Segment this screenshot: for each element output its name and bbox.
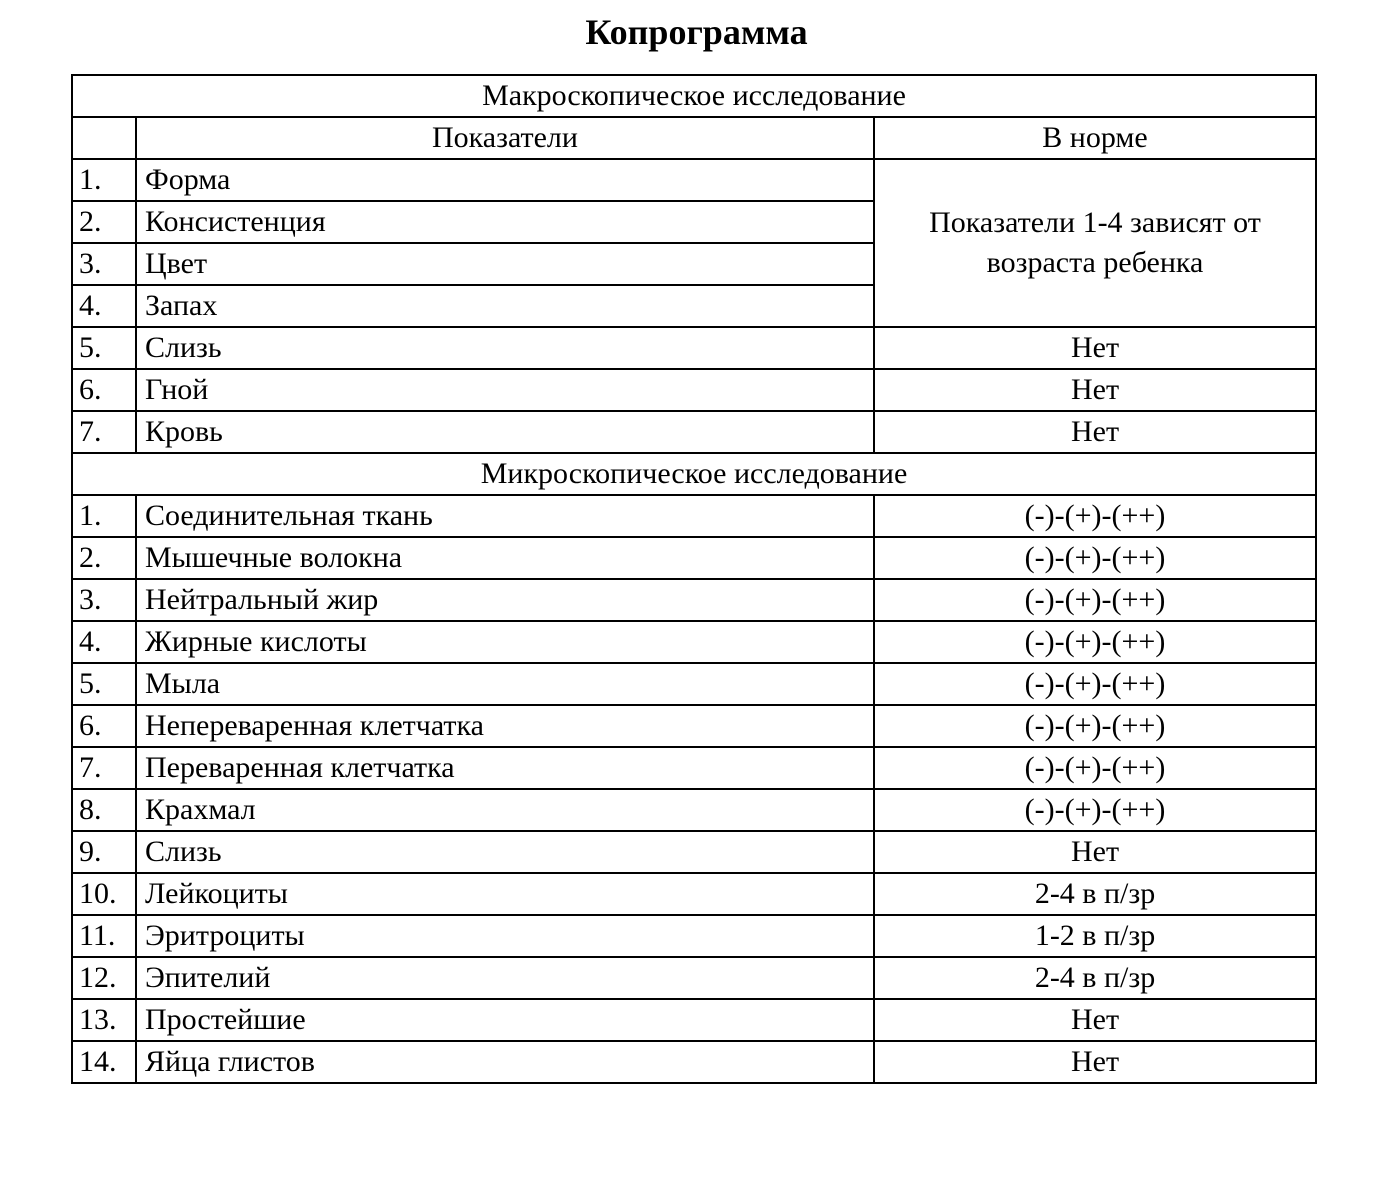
table-row	[72, 537, 1316, 579]
row-indicator: Цвет	[136, 243, 874, 285]
table-row	[72, 621, 1316, 663]
row-indicator: Эпителий	[136, 957, 874, 999]
table-row	[72, 495, 1316, 537]
row-number: 7.	[72, 411, 136, 453]
row-norm: (-)-(+)-(++)	[874, 747, 1316, 789]
table-row	[72, 663, 1316, 705]
row-number: 6.	[72, 705, 136, 747]
table-row	[72, 957, 1316, 999]
row-norm: Нет	[874, 831, 1316, 873]
header-norm: В норме	[874, 117, 1316, 159]
row-norm: Нет	[874, 411, 1316, 453]
table-row	[72, 747, 1316, 789]
row-indicator: Соединительная ткань	[136, 495, 874, 537]
row-number: 3.	[72, 579, 136, 621]
table-row	[72, 999, 1316, 1041]
table-row	[72, 705, 1316, 747]
row-indicator: Запах	[136, 285, 874, 327]
row-number: 6.	[72, 369, 136, 411]
row-indicator: Гной	[136, 369, 874, 411]
row-indicator: Яйца глистов	[136, 1041, 874, 1083]
row-number: 4.	[72, 621, 136, 663]
row-norm: (-)-(+)-(++)	[874, 495, 1316, 537]
merged-norm-line-1: Показатели 1-4 зависят от	[929, 206, 1261, 239]
row-number: 9.	[72, 831, 136, 873]
header-row	[72, 117, 1316, 159]
table-row	[72, 873, 1316, 915]
row-number: 5.	[72, 327, 136, 369]
micro-section-title: Микроскопическое исследование	[72, 453, 1316, 495]
row-indicator: Эритроциты	[136, 915, 874, 957]
row-norm: 2-4 в п/зр	[874, 957, 1316, 999]
document-title: Копрограмма	[585, 12, 808, 52]
row-number: 10.	[72, 873, 136, 915]
row-indicator: Лейкоциты	[136, 873, 874, 915]
row-number: 1.	[72, 495, 136, 537]
micro-section-row	[72, 453, 1316, 495]
header-num-cell	[72, 117, 136, 159]
row-number: 13.	[72, 999, 136, 1041]
row-norm: (-)-(+)-(++)	[874, 705, 1316, 747]
row-number: 14.	[72, 1041, 136, 1083]
table-row	[72, 579, 1316, 621]
row-number: 12.	[72, 957, 136, 999]
row-indicator: Нейтральный жир	[136, 579, 874, 621]
row-indicator: Непереваренная клетчатка	[136, 705, 874, 747]
row-norm: (-)-(+)-(++)	[874, 579, 1316, 621]
macro-section-title: Макроскопическое исследование	[72, 75, 1316, 117]
table-row	[72, 1041, 1316, 1083]
row-indicator: Простейшие	[136, 999, 874, 1041]
row-norm: Нет	[874, 327, 1316, 369]
row-number: 8.	[72, 789, 136, 831]
row-norm: (-)-(+)-(++)	[874, 537, 1316, 579]
row-norm: (-)-(+)-(++)	[874, 663, 1316, 705]
row-norm: 2-4 в п/зр	[874, 873, 1316, 915]
row-number: 3.	[72, 243, 136, 285]
row-norm: Нет	[874, 369, 1316, 411]
row-indicator: Жирные кислоты	[136, 621, 874, 663]
row-norm: (-)-(+)-(++)	[874, 789, 1316, 831]
table-row	[72, 915, 1316, 957]
row-number: 4.	[72, 285, 136, 327]
row-indicator: Форма	[136, 159, 874, 201]
row-norm: 1-2 в п/зр	[874, 915, 1316, 957]
macro-section-row	[72, 75, 1316, 117]
table-row	[72, 789, 1316, 831]
row-indicator: Слизь	[136, 327, 874, 369]
row-indicator: Слизь	[136, 831, 874, 873]
row-indicator: Кровь	[136, 411, 874, 453]
table-row	[72, 831, 1316, 873]
table-row	[72, 369, 1316, 411]
coprogram-table	[71, 74, 1317, 1084]
row-number: 11.	[72, 915, 136, 957]
row-indicator: Крахмал	[136, 789, 874, 831]
header-indicators: Показатели	[136, 117, 874, 159]
row-number: 7.	[72, 747, 136, 789]
row-norm: Нет	[874, 1041, 1316, 1083]
merged-norm-cell	[874, 159, 1316, 327]
row-number: 1.	[72, 159, 136, 201]
row-indicator: Переваренная клетчатка	[136, 747, 874, 789]
row-number: 5.	[72, 663, 136, 705]
table-row	[72, 411, 1316, 453]
row-number: 2.	[72, 201, 136, 243]
row-number: 2.	[72, 537, 136, 579]
row-norm: (-)-(+)-(++)	[874, 621, 1316, 663]
merged-norm-line-2: возраста ребенка	[986, 246, 1204, 279]
row-indicator: Консистенция	[136, 201, 874, 243]
row-indicator: Мыла	[136, 663, 874, 705]
table-row	[72, 327, 1316, 369]
row-indicator: Мышечные волокна	[136, 537, 874, 579]
table-row	[72, 159, 1316, 201]
row-norm: Нет	[874, 999, 1316, 1041]
